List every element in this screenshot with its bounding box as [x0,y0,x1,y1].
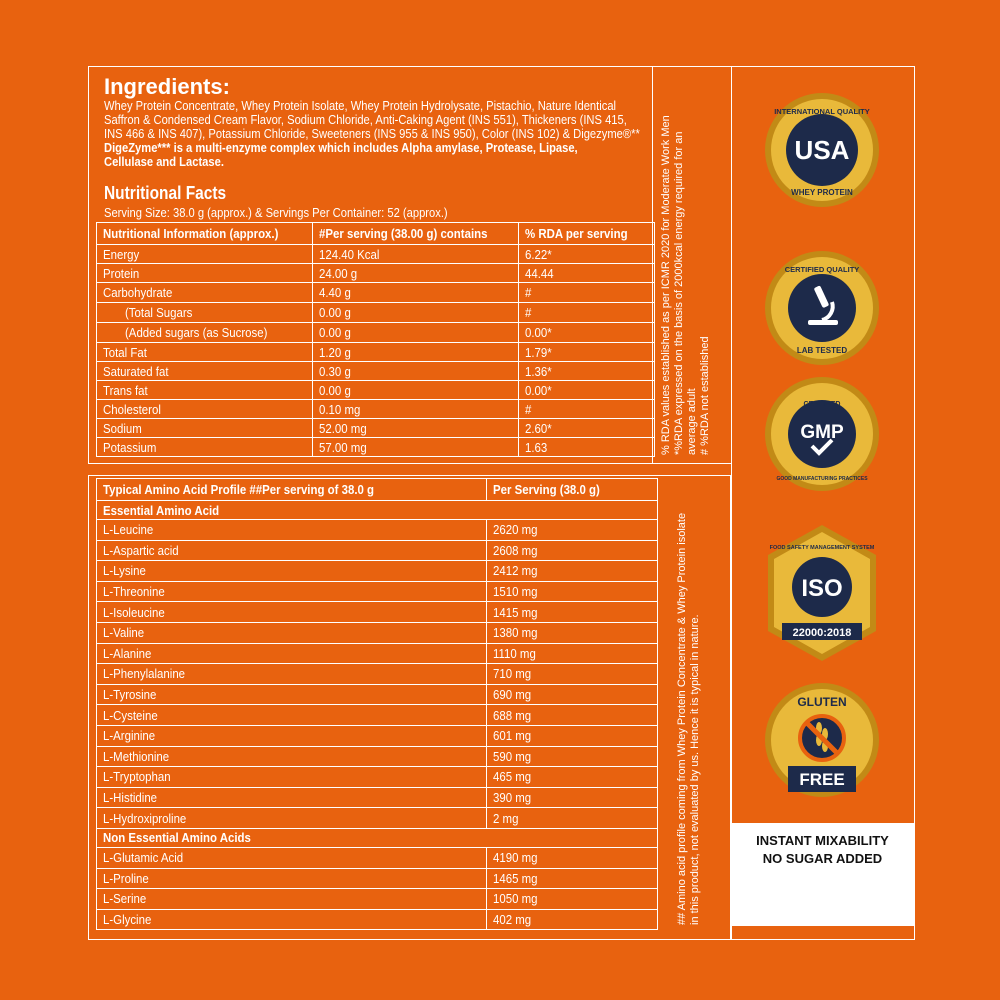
ingredients-title: Ingredients: [104,74,230,99]
gluten-label: GLUTEN [797,695,847,709]
serving-size: Serving Size: 38.0 g (approx.) & Servings Per Container: 52 (approx.) [104,205,448,220]
lab-tested-badge [764,250,880,366]
iso-badge [764,523,880,663]
header-cell: Per Serving (38.0 g) [487,479,658,501]
trademark-note: ® Registered Trademark [773,887,872,897]
table-row: (Added sugars (as Sucrose) 0.00 g 0.00* [97,323,655,343]
header-cell: % RDA per serving [519,223,655,245]
table-row: L-Phenylalanine 710 mg [97,664,658,685]
table-row: L-Hydroxiproline 2 mg [97,808,658,829]
header-cell: #Per serving (38.00 g) contains [313,223,519,245]
rda-note: % RDA values established as per ICMR 2020 for Moderate Work Men *%RDA expressed on the basis of 2000kcal energy required for an average adult # %RDA not established [660,115,711,455]
amino-acid-table [96,478,658,930]
table-row: Protein 24.00 g 44.44 [97,264,655,283]
table-row: Total Fat 1.20 g 1.79* [97,343,655,362]
table-row: L-Tyrosine 690 mg [97,684,658,705]
table-row: L-Valine 1380 mg [97,622,658,643]
ingredients-line: INS 466 & INS 407), Potassium Chloride, Sweeteners (INS 955 & INS 950), Color (INS 102) & Digezyme®** [104,126,640,141]
table-row: L-Serine 1050 mg [97,889,658,910]
ingredients-line: Saffron & Condensed Cream Flavor, Sodium Chloride, Anti-Caking Agent (INS 551), Thickeners (INS 415, [104,112,627,127]
section-heading-essential: Essential Amino Acid [97,501,658,520]
table-row: L-Aspartic acid 2608 mg [97,540,658,561]
table-row: L-Histidine 390 mg [97,787,658,808]
table-row: Energy 124.40 Kcal 6.22* [97,245,655,264]
table-row: L-Isoleucine 1415 mg [97,602,658,623]
usa-whey-protein-badge [764,92,880,208]
badge-ring-text: WHEY PROTEIN [791,188,853,197]
badge-ring-text: CERTIFIED [803,401,841,408]
table-row: L-Methionine 590 mg [97,746,658,767]
free-label: FREE [799,770,845,789]
usa-label: USA [794,135,850,165]
badge-ring-text: LAB TESTED [796,346,848,355]
table-row: L-Glutamic Acid 4190 mg [97,847,658,868]
badge-ring-text: FOOD SAFETY MANAGEMENT SYSTEM [769,545,875,551]
table-row: Sodium 52.00 mg 2.60* [97,419,655,438]
badge-ring-text: INTERNATIONAL QUALITY [774,107,870,116]
digezyme-note: DigeZyme*** is a multi-enzyme complex which includes Alpha amylase, Protease, Lipase, [104,140,578,155]
gmp-label: GMP [800,422,844,443]
gluten-free-badge [764,682,880,806]
digezyme-note: Cellulase and Lactase. [104,154,224,169]
gmp-badge [764,376,880,492]
table-row: L-Cysteine 688 mg [97,705,658,726]
badge-ring-text: CERTIFIED QUALITY [784,265,860,274]
table-row: L-Proline 1465 mg [97,868,658,889]
table-row: L-Lysine 2412 mg [97,561,658,582]
product-code: UBDF22-AW-00 [793,910,852,919]
table-row: Potassium 57.00 mg 1.63 [97,438,655,457]
table-row: L-Tryptophan 465 mg [97,767,658,788]
table-row: L-Glycine 402 mg [97,909,658,930]
table-row: Carbohydrate 4.40 g # [97,283,655,303]
header-cell: Nutritional Information (approx.) [97,223,313,245]
instant-mixability-label: INSTANT MIXABILITY [756,833,889,848]
table-row: Cholesterol 0.10 mg # [97,400,655,419]
nutrition-title: Nutritional Facts [104,183,227,203]
table-row: L-Alanine 1110 mg [97,643,658,664]
iso-label: ISO [801,575,843,602]
section-heading-nonessential: Non Essential Amino Acids [97,828,658,847]
iso-standard: 22000:2018 [792,627,852,639]
table-row: Trans fat 0.00 g 0.00* [97,381,655,400]
header-cell: Typical Amino Acid Profile ##Per serving of 38.0 g [97,479,487,501]
table-row: L-Leucine 2620 mg [97,520,658,541]
table-row: Saturated fat 0.30 g 1.36* [97,362,655,381]
no-sugar-label: NO SUGAR ADDED [762,851,883,866]
table-row: L-Threonine 1510 mg [97,581,658,602]
badge-ring-text: GOOD MANUFACTURING PRACTICES [776,476,868,482]
amino-note: ## Amino acid profile coming from Whey Protein Concentrate & Whey Protein isolate in this product, not evaluated by us. Hence it is typical in nature. [676,512,701,925]
table-row: (Total Sugars 0.00 g # [97,303,655,323]
table-row: L-Arginine 601 mg [97,725,658,746]
ingredients-line: Whey Protein Concentrate, Whey Protein Isolate, Whey Protein Hydrolysate, Pistachio, Nature Identical [104,98,617,113]
nutrition-table [96,222,655,457]
